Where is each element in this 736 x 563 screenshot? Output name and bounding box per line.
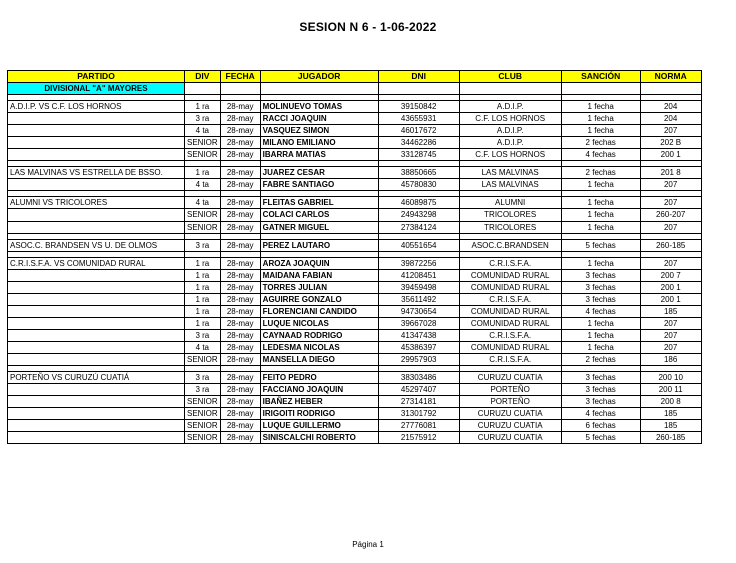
cell-norma: 207 — [640, 341, 701, 353]
table-row — [8, 372, 702, 384]
col-header-partido: PARTIDO — [8, 71, 185, 83]
cell-norma: 185 — [640, 305, 701, 317]
col-header-norma: NORMA — [640, 71, 701, 83]
cell-sancion: 1 fecha — [561, 125, 640, 137]
cell-norma: 207 — [640, 179, 701, 191]
cell-fecha: 28-may — [220, 137, 260, 149]
cell-jugador: FLORENCIANI CANDIDO — [260, 305, 378, 317]
cell-div: SENIOR — [185, 137, 221, 149]
table-row — [8, 257, 702, 269]
cell-fecha: 28-may — [220, 305, 260, 317]
cell-jugador: MOLINUEVO TOMAS — [260, 101, 378, 113]
cell-div: 1 ra — [185, 269, 221, 281]
division-row — [8, 83, 702, 95]
cell-norma: 204 — [640, 113, 701, 125]
cell-club: COMUNIDAD RURAL — [459, 341, 561, 353]
division-label: DIVISIONAL "A" MAYORES — [8, 83, 185, 95]
cell-jugador: FABRE SANTIAGO — [260, 179, 378, 191]
cell-sancion: 5 fechas — [561, 239, 640, 251]
cell-club: TRICOLORES — [459, 221, 561, 233]
cell-jugador: COLACI CARLOS — [260, 209, 378, 221]
cell-dni: 39459498 — [378, 281, 459, 293]
cell-jugador: PEREZ LAUTARO — [260, 239, 378, 251]
cell-dni: 35611492 — [378, 293, 459, 305]
match-name — [8, 149, 185, 161]
cell-sancion: 2 fechas — [561, 167, 640, 179]
match-name — [8, 396, 185, 408]
cell-norma: 201 8 — [640, 167, 701, 179]
table-row — [8, 408, 702, 420]
cell-norma: 200 1 — [640, 281, 701, 293]
cell-fecha: 28-may — [220, 372, 260, 384]
table-row — [8, 420, 702, 432]
cell-norma: 260-207 — [640, 209, 701, 221]
cell-fecha: 28-may — [220, 269, 260, 281]
cell-dni: 45780830 — [378, 179, 459, 191]
cell-sancion: 2 fechas — [561, 137, 640, 149]
cell-club: A.D.I.P. — [459, 137, 561, 149]
match-name: LAS MALVINAS VS ESTRELLA DE BSSO. — [8, 167, 185, 179]
cell-dni: 46089875 — [378, 197, 459, 209]
cell-jugador: FACCIANO JOAQUIN — [260, 384, 378, 396]
cell-club: COMUNIDAD RURAL — [459, 281, 561, 293]
cell-fecha: 28-may — [220, 179, 260, 191]
cell-jugador: LUQUE NICOLAS — [260, 317, 378, 329]
cell-dni: 40551654 — [378, 239, 459, 251]
sanctions-table — [7, 70, 702, 444]
cell-jugador: CAYNAAD RODRIGO — [260, 329, 378, 341]
cell-club: CURUZU CUATIA — [459, 372, 561, 384]
cell-club: C.R.I.S.F.A. — [459, 257, 561, 269]
cell-club: ASOC.C.BRANDSEN — [459, 239, 561, 251]
cell-norma: 185 — [640, 408, 701, 420]
cell-jugador: IBAÑEZ HEBER — [260, 396, 378, 408]
cell-norma: 200 10 — [640, 372, 701, 384]
cell-dni: 39150842 — [378, 101, 459, 113]
match-name — [8, 269, 185, 281]
cell-jugador: TORRES JULIAN — [260, 281, 378, 293]
cell-div: 4 ta — [185, 341, 221, 353]
cell-club: COMUNIDAD RURAL — [459, 269, 561, 281]
cell-fecha: 28-may — [220, 281, 260, 293]
cell-club: LAS MALVINAS — [459, 167, 561, 179]
cell-div: 3 ra — [185, 372, 221, 384]
cell-jugador: MANSELLA DIEGO — [260, 353, 378, 365]
session-title: SESION N 6 - 1-06-2022 — [299, 20, 437, 34]
cell-club: C.F. LOS HORNOS — [459, 113, 561, 125]
cell-div: SENIOR — [185, 408, 221, 420]
cell-norma: 202 B — [640, 137, 701, 149]
cell-dni: 46017672 — [378, 125, 459, 137]
cell-fecha: 28-may — [220, 432, 260, 444]
cell-fecha: 28-may — [220, 239, 260, 251]
cell-club: COMUNIDAD RURAL — [459, 305, 561, 317]
cell-div: 1 ra — [185, 305, 221, 317]
cell-sancion: 1 fecha — [561, 221, 640, 233]
cell-norma: 260-185 — [640, 239, 701, 251]
table-row — [8, 396, 702, 408]
cell-norma: 200 1 — [640, 149, 701, 161]
cell-sancion: 2 fechas — [561, 353, 640, 365]
cell-div: 1 ra — [185, 167, 221, 179]
cell-norma: 200 11 — [640, 384, 701, 396]
cell-dni: 27776081 — [378, 420, 459, 432]
table-row — [8, 125, 702, 137]
table-row — [8, 209, 702, 221]
cell-sancion: 1 fecha — [561, 113, 640, 125]
table-row — [8, 432, 702, 444]
cell-club: PORTEÑO — [459, 396, 561, 408]
cell-norma: 200 1 — [640, 293, 701, 305]
match-name — [8, 293, 185, 305]
cell-div: SENIOR — [185, 420, 221, 432]
match-name: PORTEÑO VS CURUZÚ CUATIÁ — [8, 372, 185, 384]
cell-dni: 24943298 — [378, 209, 459, 221]
cell-club: C.R.I.S.F.A. — [459, 293, 561, 305]
table-row — [8, 293, 702, 305]
table-row — [8, 137, 702, 149]
cell-norma: 207 — [640, 329, 701, 341]
cell-dni: 41347438 — [378, 329, 459, 341]
table-row — [8, 329, 702, 341]
cell-dni: 39872256 — [378, 257, 459, 269]
table-row — [8, 305, 702, 317]
cell-div: 4 ta — [185, 179, 221, 191]
cell-div: 4 ta — [185, 125, 221, 137]
cell-div: 1 ra — [185, 317, 221, 329]
match-name — [8, 420, 185, 432]
col-header-div: DIV — [185, 71, 221, 83]
cell-div: SENIOR — [185, 353, 221, 365]
cell-jugador: FLEITAS GABRIEL — [260, 197, 378, 209]
cell-sancion: 3 fechas — [561, 293, 640, 305]
match-name — [8, 432, 185, 444]
table-row — [8, 281, 702, 293]
page-footer: Página 1 — [352, 540, 384, 549]
cell-sancion: 1 fecha — [561, 257, 640, 269]
cell-norma: 260-185 — [640, 432, 701, 444]
match-name — [8, 353, 185, 365]
cell-club: C.R.I.S.F.A. — [459, 329, 561, 341]
cell-club: PORTEÑO — [459, 384, 561, 396]
cell-club: ALUMNI — [459, 197, 561, 209]
cell-fecha: 28-may — [220, 167, 260, 179]
cell-club: A.D.I.P. — [459, 101, 561, 113]
cell-fecha: 28-may — [220, 420, 260, 432]
cell-div: 1 ra — [185, 293, 221, 305]
cell-fecha: 28-may — [220, 341, 260, 353]
table-row — [8, 101, 702, 113]
cell-dni: 31301792 — [378, 408, 459, 420]
cell-fecha: 28-may — [220, 396, 260, 408]
cell-fecha: 28-may — [220, 257, 260, 269]
cell-sancion: 3 fechas — [561, 372, 640, 384]
cell-jugador: MAIDANA FABIAN — [260, 269, 378, 281]
match-name — [8, 179, 185, 191]
cell-div: 3 ra — [185, 113, 221, 125]
match-name — [8, 137, 185, 149]
cell-jugador: LUQUE GUILLERMO — [260, 420, 378, 432]
match-name — [8, 305, 185, 317]
cell-dni: 45386397 — [378, 341, 459, 353]
cell-club: A.D.I.P. — [459, 125, 561, 137]
cell-jugador: AGUIRRE GONZALO — [260, 293, 378, 305]
cell-sancion: 4 fechas — [561, 149, 640, 161]
cell-div: 1 ra — [185, 257, 221, 269]
cell-norma: 207 — [640, 125, 701, 137]
cell-fecha: 28-may — [220, 221, 260, 233]
cell-club: COMUNIDAD RURAL — [459, 317, 561, 329]
cell-fecha: 28-may — [220, 317, 260, 329]
cell-fecha: 28-may — [220, 329, 260, 341]
cell-club: CURUZU CUATIA — [459, 408, 561, 420]
match-name: A.D.I.P. VS C.F. LOS HORNOS — [8, 101, 185, 113]
match-name — [8, 113, 185, 125]
cell-sancion: 3 fechas — [561, 384, 640, 396]
cell-norma: 207 — [640, 221, 701, 233]
cell-dni: 38850665 — [378, 167, 459, 179]
cell-sancion: 1 fecha — [561, 329, 640, 341]
col-header-jugador: JUGADOR — [260, 71, 378, 83]
match-name — [8, 329, 185, 341]
cell-jugador: JUAREZ CESAR — [260, 167, 378, 179]
match-name — [8, 281, 185, 293]
table-row — [8, 353, 702, 365]
cell-dni: 43655931 — [378, 113, 459, 125]
cell-dni: 39667028 — [378, 317, 459, 329]
cell-fecha: 28-may — [220, 384, 260, 396]
cell-sancion: 1 fecha — [561, 179, 640, 191]
cell-div: 3 ra — [185, 329, 221, 341]
table-row — [8, 239, 702, 251]
cell-dni: 27314181 — [378, 396, 459, 408]
cell-sancion: 3 fechas — [561, 269, 640, 281]
cell-dni: 27384124 — [378, 221, 459, 233]
cell-norma: 207 — [640, 317, 701, 329]
cell-div: SENIOR — [185, 149, 221, 161]
match-name — [8, 125, 185, 137]
cell-div: 1 ra — [185, 101, 221, 113]
cell-sancion: 1 fecha — [561, 317, 640, 329]
table-row — [8, 341, 702, 353]
cell-sancion: 1 fecha — [561, 101, 640, 113]
cell-div: 1 ra — [185, 281, 221, 293]
cell-norma: 204 — [640, 101, 701, 113]
table-row — [8, 113, 702, 125]
cell-sancion: 4 fechas — [561, 305, 640, 317]
cell-fecha: 28-may — [220, 197, 260, 209]
cell-dni: 41208451 — [378, 269, 459, 281]
cell-jugador: FEITO PEDRO — [260, 372, 378, 384]
cell-sancion: 3 fechas — [561, 281, 640, 293]
match-name: C.R.I.S.F.A. VS COMUNIDAD RURAL — [8, 257, 185, 269]
cell-fecha: 28-may — [220, 101, 260, 113]
table-row — [8, 221, 702, 233]
cell-div: 4 ta — [185, 197, 221, 209]
cell-norma: 185 — [640, 420, 701, 432]
match-name — [8, 317, 185, 329]
cell-jugador: AROZA JOAQUIN — [260, 257, 378, 269]
cell-div: 3 ra — [185, 239, 221, 251]
col-header-club: CLUB — [459, 71, 561, 83]
cell-dni: 38303486 — [378, 372, 459, 384]
cell-fecha: 28-may — [220, 293, 260, 305]
cell-div: SENIOR — [185, 432, 221, 444]
cell-fecha: 28-may — [220, 125, 260, 137]
cell-jugador: VASQUEZ SIMON — [260, 125, 378, 137]
match-name: ASOC.C. BRANDSEN VS U. DE OLMOS — [8, 239, 185, 251]
cell-dni: 34462286 — [378, 137, 459, 149]
cell-dni: 94730654 — [378, 305, 459, 317]
cell-club: CURUZU CUATIA — [459, 420, 561, 432]
cell-sancion: 4 fechas — [561, 408, 640, 420]
cell-norma: 200 7 — [640, 269, 701, 281]
cell-norma: 200 8 — [640, 396, 701, 408]
cell-dni: 21575912 — [378, 432, 459, 444]
match-name — [8, 209, 185, 221]
cell-div: SENIOR — [185, 209, 221, 221]
cell-sancion: 6 fechas — [561, 420, 640, 432]
col-header-sancion: SANCIÓN — [561, 71, 640, 83]
match-name: ALUMNI VS TRICOLORES — [8, 197, 185, 209]
cell-sancion: 5 fechas — [561, 432, 640, 444]
cell-sancion: 1 fecha — [561, 209, 640, 221]
table-row — [8, 197, 702, 209]
cell-norma: 207 — [640, 197, 701, 209]
table-row — [8, 149, 702, 161]
cell-jugador: IBARRA MATIAS — [260, 149, 378, 161]
cell-jugador: IRIGOITI RODRIGO — [260, 408, 378, 420]
match-name — [8, 384, 185, 396]
match-name — [8, 408, 185, 420]
cell-club: C.F. LOS HORNOS — [459, 149, 561, 161]
cell-dni: 33128745 — [378, 149, 459, 161]
cell-club: C.R.I.S.F.A. — [459, 353, 561, 365]
cell-sancion: 1 fecha — [561, 197, 640, 209]
cell-norma: 186 — [640, 353, 701, 365]
cell-dni: 45297407 — [378, 384, 459, 396]
cell-sancion: 1 fecha — [561, 341, 640, 353]
table-row — [8, 317, 702, 329]
table-row — [8, 179, 702, 191]
cell-club: CURUZU CUATIA — [459, 432, 561, 444]
match-name — [8, 221, 185, 233]
cell-fecha: 28-may — [220, 408, 260, 420]
match-name — [8, 341, 185, 353]
cell-jugador: LEDESMA NICOLAS — [260, 341, 378, 353]
cell-fecha: 28-may — [220, 353, 260, 365]
cell-div: 3 ra — [185, 384, 221, 396]
header-row — [8, 71, 702, 83]
cell-dni: 29957903 — [378, 353, 459, 365]
cell-div: SENIOR — [185, 221, 221, 233]
cell-jugador: MILANO EMILIANO — [260, 137, 378, 149]
cell-club: TRICOLORES — [459, 209, 561, 221]
cell-norma: 207 — [640, 257, 701, 269]
cell-jugador: GATNER MIGUEL — [260, 221, 378, 233]
cell-fecha: 28-may — [220, 209, 260, 221]
cell-sancion: 3 fechas — [561, 396, 640, 408]
col-header-fecha: FECHA — [220, 71, 260, 83]
table-row — [8, 384, 702, 396]
cell-fecha: 28-may — [220, 149, 260, 161]
cell-fecha: 28-may — [220, 113, 260, 125]
cell-club: LAS MALVINAS — [459, 179, 561, 191]
col-header-dni: DNI — [378, 71, 459, 83]
table-row — [8, 269, 702, 281]
table-row — [8, 167, 702, 179]
cell-jugador: SINISCALCHI ROBERTO — [260, 432, 378, 444]
cell-div: SENIOR — [185, 396, 221, 408]
cell-jugador: RACCI JOAQUIN — [260, 113, 378, 125]
